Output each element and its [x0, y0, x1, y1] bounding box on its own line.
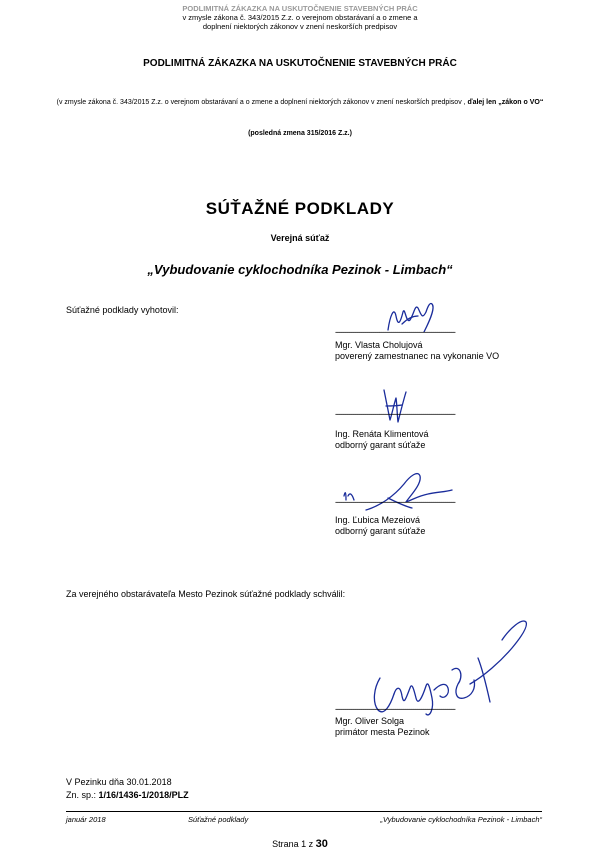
signature-line-2: ------------------------------------------------------------ — [335, 409, 455, 419]
document-subtitle: Verejná súťaž — [270, 233, 330, 243]
signatory-1-name: Mgr. Vlasta Cholujová — [335, 340, 423, 350]
signatory-3 — [335, 515, 425, 537]
project-name: „Vybudovanie cyklochodníka Pezinok - Limbach“ — [147, 262, 453, 277]
approval-label: Za verejného obstarávateľa Mesto Pezinok súťažné podklady schválil: — [66, 589, 346, 599]
running-header-line2: v zmysle zákona č. 343/2015 Z.z. o verejnom obstarávaní a o zmene a — [182, 13, 418, 22]
signature-klimentova — [370, 384, 430, 429]
signatory-2 — [335, 429, 429, 451]
footer-document: Súťažné podklady — [188, 815, 249, 824]
page-current: 1 — [301, 839, 307, 849]
signatory-3-name: Ing. Ľubica Mezeiová — [335, 515, 421, 525]
signature-line-1: ------------------------------------------------------------ — [335, 327, 455, 337]
header-subtitle-text: (v zmysle zákona č. 343/2015 Z.z. o verejnom obstarávaní a o zmene a doplnení niektorých zákonov v znení neskorších predpisov , — [56, 99, 468, 106]
running-header-title: PODLIMITNÁ ZÁKAZKA NA USKUTOČNENIE STAVEBNÝCH PRÁC — [182, 4, 418, 13]
page-separator: z — [306, 839, 316, 849]
approver-name: Mgr. Oliver Solga — [335, 716, 405, 726]
page-total: 30 — [315, 838, 328, 850]
footer-date: január 2018 — [66, 815, 106, 824]
header-title: PODLIMITNÁ ZÁKAZKA NA USKUTOČNENIE STAVEBNÝCH PRÁC — [143, 58, 457, 69]
signature-line-3: ------------------------------------------------------------ — [335, 497, 455, 507]
page-number — [0, 838, 600, 850]
signatory-3-role: odborný garant súťaže — [335, 526, 426, 536]
document-title: SÚŤAŽNÉ PODKLADY — [205, 199, 395, 218]
approver-role: primátor mesta Pezinok — [335, 727, 430, 737]
footer-project: „Vybudovanie cyklochodníka Pezinok - Limbach“ — [380, 815, 542, 824]
header-subtitle-short-name: ďalej len „zákon o VO“ — [467, 99, 544, 106]
approver — [335, 716, 430, 738]
header-subtitle — [55, 98, 545, 108]
signatory-2-name: Ing. Renáta Klimentová — [335, 429, 429, 439]
signatory-1 — [335, 340, 499, 362]
signature-line-approval: ------------------------------------------------------------ — [335, 704, 455, 714]
file-reference-value: 1/16/1436-1/2018/PLZ — [98, 790, 189, 800]
file-reference-label: Zn. sp.: — [66, 790, 99, 800]
place-date: V Pezinku dňa 30.01.2018 — [66, 777, 172, 787]
page-prefix: Strana — [272, 839, 302, 849]
signatory-1-role: poverený zamestnanec na vykonanie VO — [335, 351, 500, 361]
file-reference — [66, 790, 189, 800]
running-header-line3: doplnení niektorých zákonov v znení neskorších predpisov — [202, 22, 398, 31]
signatory-2-role: odborný garant súťaže — [335, 440, 426, 450]
prepared-by-label: Súťažné podklady vyhotovil: — [66, 305, 179, 315]
footer-divider — [66, 811, 542, 812]
header-amendment: (posledná zmena 315/2016 Z.z.) — [248, 130, 352, 137]
